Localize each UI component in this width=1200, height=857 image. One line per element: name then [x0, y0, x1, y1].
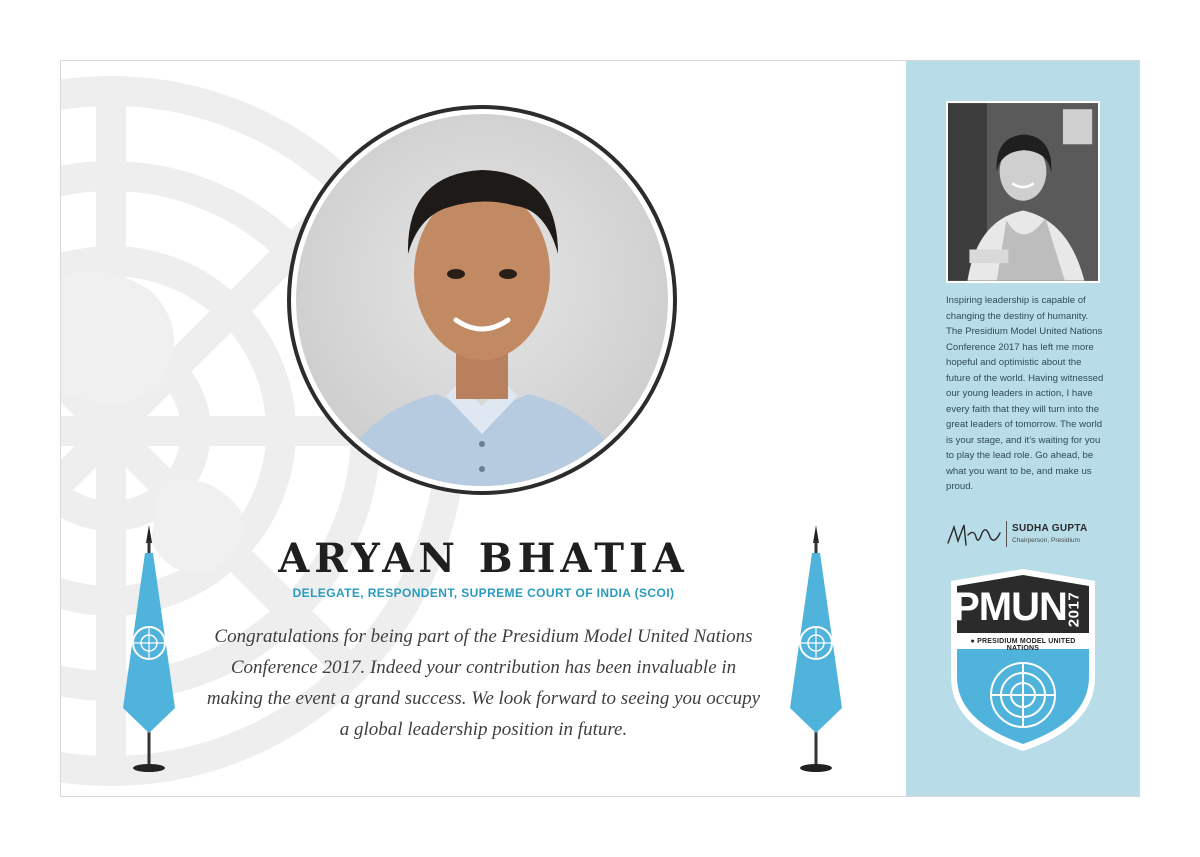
recipient-portrait-icon [296, 114, 668, 486]
recipient-photo [296, 114, 668, 486]
recipient-name: ARYAN BHATIA [278, 535, 689, 582]
pmun-logo-subtitle: ● PRESIDIUM MODEL UNITED NATIONS [970, 638, 1076, 652]
certificate-main-panel [61, 61, 906, 796]
chairperson-quote: Inspiring leadership is capable of changing the destiny of humanity. The Presidium Model United Nations Conference 2017 has left me more hopeful and optimistic about the future of the world. Having witnessed our young leaders in action, I have every faith that they will turn into the great leaders of tomorrow. The world is your stage, and it's waiting for you to play the lead role. Go ahead, be what you want to be, and make us proud. [946, 295, 1104, 492]
chairperson-photo [946, 101, 1100, 283]
signature-block [946, 519, 1126, 553]
congratulations-message: Congratulations for being part of the Presidium Model United Nations Conference 2017. Indeed your contribution has been invaluable in making the event a grand success. We look forward to seeing you occupy a global leadership position in future. [206, 626, 761, 740]
signature-icon [946, 521, 1002, 549]
signature-divider [1006, 521, 1007, 547]
chairperson-sidebar [906, 61, 1140, 796]
signatory-title: Chairperson, Presidium [1012, 537, 1080, 544]
signatory-name: SUDHA GUPTA [1012, 523, 1088, 534]
pmun-logo-year: 2017 [1065, 591, 1083, 628]
pmun-logo-title: PMUN [953, 585, 1067, 629]
chairperson-portrait-icon [948, 103, 1098, 281]
certificate-card [60, 60, 1140, 797]
recipient-role: DELEGATE, RESPONDENT, SUPREME COURT OF INDIA (SCOI) [292, 586, 675, 600]
pmun-logo [949, 567, 1097, 753]
